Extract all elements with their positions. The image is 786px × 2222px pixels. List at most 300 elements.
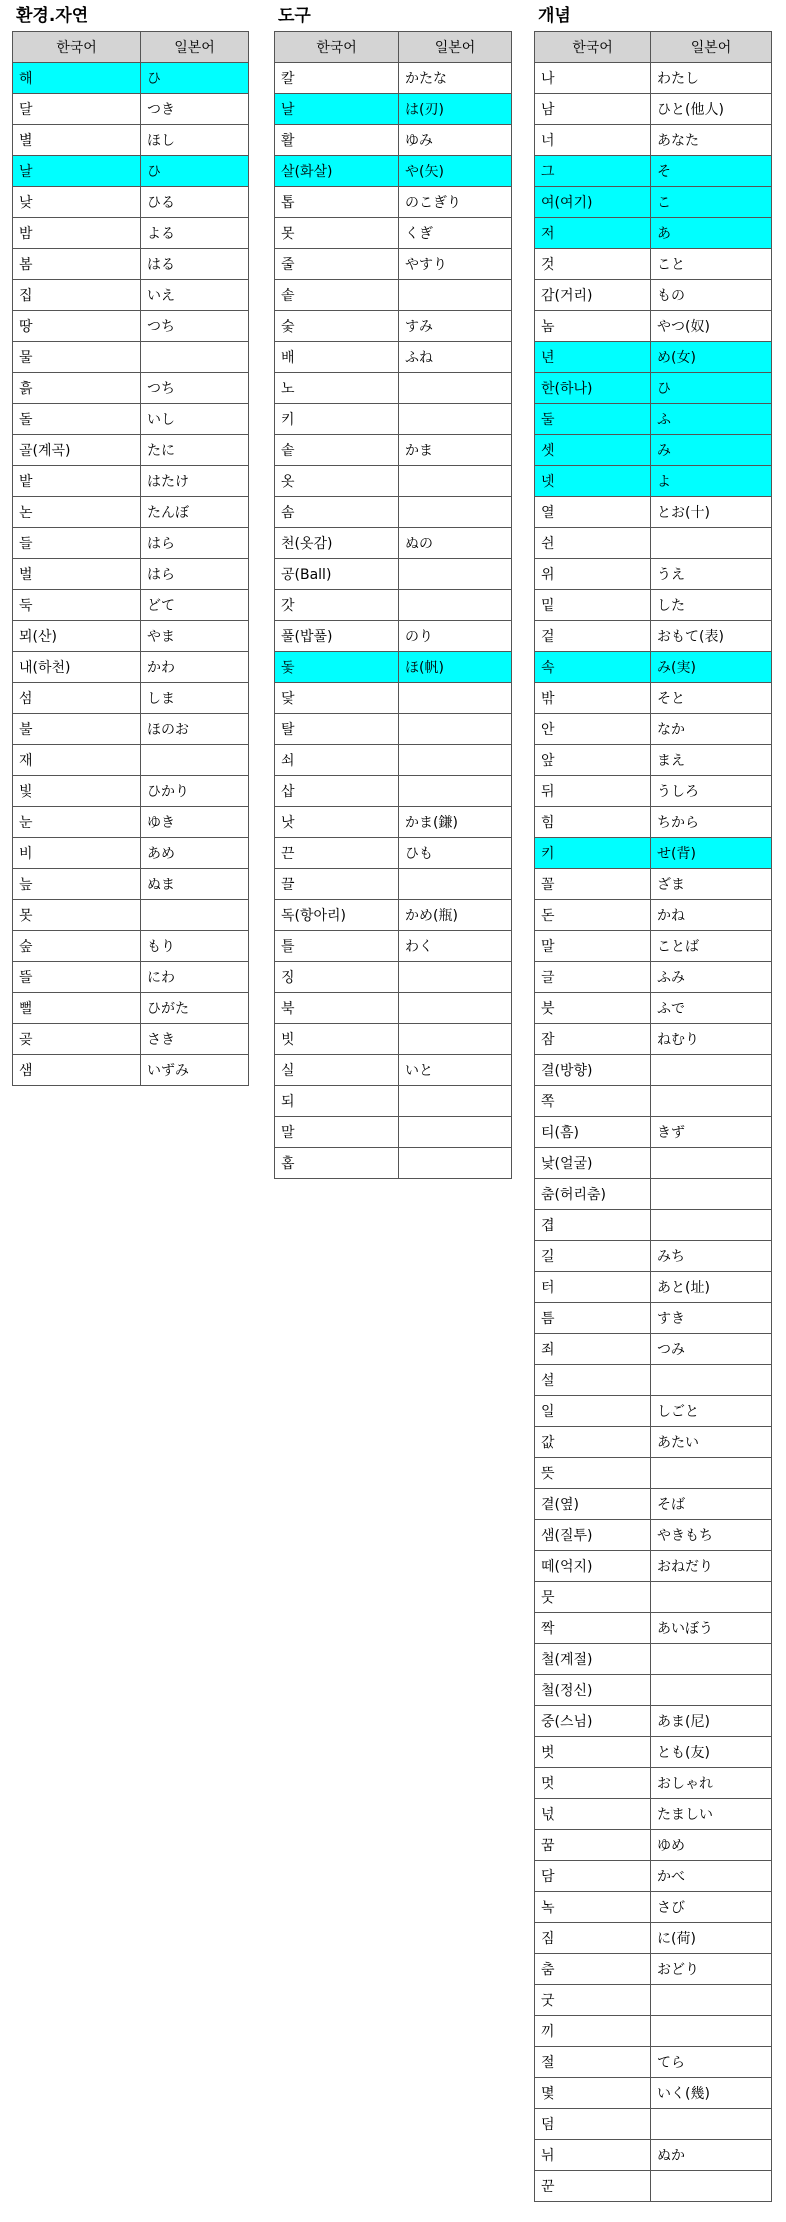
korean-cell: 꾼 (535, 2171, 651, 2202)
korean-cell: 글 (535, 962, 651, 993)
korean-cell: 철(정신) (535, 1675, 651, 1706)
japanese-cell: もり (141, 931, 249, 962)
japanese-cell (399, 1086, 512, 1117)
japanese-cell: かめ(瓶) (399, 900, 512, 931)
korean-cell: 앞 (535, 745, 651, 776)
table-row (535, 1551, 772, 1582)
table-row (13, 993, 249, 1024)
japanese-cell: のり (399, 621, 512, 652)
table-row (275, 218, 512, 249)
korean-cell: 뜻 (535, 1458, 651, 1489)
korean-cell: 논 (13, 497, 141, 528)
korean-cell: 숲 (13, 931, 141, 962)
japanese-cell: ひかり (141, 776, 249, 807)
korean-cell: 여(여기) (535, 187, 651, 218)
table-row (13, 94, 249, 125)
japanese-cell: ゆめ (651, 1830, 772, 1861)
korean-cell: 틈 (535, 1303, 651, 1334)
japanese-cell: ひ (141, 63, 249, 94)
japanese-cell: ぬの (399, 528, 512, 559)
korean-cell: 키 (535, 838, 651, 869)
japanese-cell: ふみ (651, 962, 772, 993)
japanese-cell: やま (141, 621, 249, 652)
table-row (275, 249, 512, 280)
korean-cell: 뭇 (535, 1582, 651, 1613)
table-row (13, 838, 249, 869)
table-row (535, 621, 772, 652)
vocab-table (12, 31, 249, 1086)
table-row (275, 528, 512, 559)
korean-cell: 끌 (275, 869, 399, 900)
korean-cell: 절 (535, 2047, 651, 2078)
table-row (535, 342, 772, 373)
japanese-cell (399, 1148, 512, 1179)
korean-cell: 못 (13, 900, 141, 931)
korean-cell: 낯(얼굴) (535, 1148, 651, 1179)
table-row (535, 652, 772, 683)
korean-cell: 북 (275, 993, 399, 1024)
korean-cell: 솥 (275, 280, 399, 311)
japanese-cell: やつ(奴) (651, 311, 772, 342)
korean-cell: 불 (13, 714, 141, 745)
japanese-cell: め(女) (651, 342, 772, 373)
japanese-cell (399, 993, 512, 1024)
japanese-cell (651, 2171, 772, 2202)
japanese-cell: あたい (651, 1427, 772, 1458)
korean-cell: 짐 (535, 1923, 651, 1954)
japanese-cell (651, 1458, 772, 1489)
section-title: 개념 (538, 6, 571, 26)
header-korean: 한국어 (535, 32, 651, 63)
japanese-cell: まえ (651, 745, 772, 776)
korean-cell: 잠 (535, 1024, 651, 1055)
table-row (535, 776, 772, 807)
japanese-cell: あなた (651, 125, 772, 156)
korean-cell: 것 (535, 249, 651, 280)
japanese-cell (651, 1644, 772, 1675)
table-row (535, 280, 772, 311)
japanese-cell: ひ (651, 373, 772, 404)
japanese-cell (399, 776, 512, 807)
korean-cell: 땅 (13, 311, 141, 342)
japanese-cell: うしろ (651, 776, 772, 807)
korean-cell: 섬 (13, 683, 141, 714)
table-row (13, 559, 249, 590)
header-japanese: 일본어 (651, 32, 772, 63)
japanese-cell: ひと(他人) (651, 94, 772, 125)
vocab-table (274, 31, 512, 1179)
table-row (535, 869, 772, 900)
korean-cell: 멋 (535, 1768, 651, 1799)
table-row (13, 435, 249, 466)
japanese-cell: かたな (399, 63, 512, 94)
table-row (535, 1210, 772, 1241)
korean-cell: 실 (275, 1055, 399, 1086)
korean-cell: 샘 (13, 1055, 141, 1086)
korean-cell: 꿈 (535, 1830, 651, 1861)
korean-cell: 벌 (13, 559, 141, 590)
table-row (275, 838, 512, 869)
japanese-cell (141, 342, 249, 373)
korean-cell: 재 (13, 745, 141, 776)
korean-cell: 놈 (535, 311, 651, 342)
korean-cell: 한(하나) (535, 373, 651, 404)
korean-cell: 길 (535, 1241, 651, 1272)
japanese-cell: ほのお (141, 714, 249, 745)
table-row (275, 497, 512, 528)
korean-cell: 철(계절) (535, 1644, 651, 1675)
table-row (535, 63, 772, 94)
table-row (535, 2016, 772, 2047)
japanese-cell: はら (141, 528, 249, 559)
table-row (275, 342, 512, 373)
korean-cell: 끼 (535, 2016, 651, 2047)
korean-cell: 달 (13, 94, 141, 125)
table-row (275, 652, 512, 683)
korean-cell: 봄 (13, 249, 141, 280)
japanese-cell: おしゃれ (651, 1768, 772, 1799)
japanese-cell: かま(鎌) (399, 807, 512, 838)
table-row (535, 590, 772, 621)
korean-cell: 갓 (275, 590, 399, 621)
japanese-cell: あと(址) (651, 1272, 772, 1303)
table-row (535, 931, 772, 962)
japanese-cell (651, 1148, 772, 1179)
korean-cell: 노 (275, 373, 399, 404)
table-row (13, 869, 249, 900)
korean-cell: 위 (535, 559, 651, 590)
korean-cell: 밤 (13, 218, 141, 249)
header-row (535, 32, 772, 63)
table-row (535, 1954, 772, 1985)
vocab-table (534, 31, 772, 2202)
table-row (275, 962, 512, 993)
japanese-cell: あめ (141, 838, 249, 869)
korean-cell: 홉 (275, 1148, 399, 1179)
korean-cell: 쇠 (275, 745, 399, 776)
korean-cell: 집 (13, 280, 141, 311)
korean-cell: 낫 (275, 807, 399, 838)
table-row (13, 1055, 249, 1086)
japanese-cell: ことば (651, 931, 772, 962)
japanese-cell: や(矢) (399, 156, 512, 187)
japanese-cell: つき (141, 94, 249, 125)
korean-cell: 늪 (13, 869, 141, 900)
table-row (535, 1706, 772, 1737)
table-row (275, 776, 512, 807)
japanese-cell: たんぼ (141, 497, 249, 528)
korean-cell: 톱 (275, 187, 399, 218)
japanese-cell: いずみ (141, 1055, 249, 1086)
header-japanese: 일본어 (399, 32, 512, 63)
korean-cell: 뒤 (535, 776, 651, 807)
korean-cell: 독(항아리) (275, 900, 399, 931)
japanese-cell: どて (141, 590, 249, 621)
table-row (275, 683, 512, 714)
japanese-cell: かわ (141, 652, 249, 683)
korean-cell: 나 (535, 63, 651, 94)
korean-cell: 들 (13, 528, 141, 559)
korean-cell: 날 (13, 156, 141, 187)
table-row (535, 311, 772, 342)
header-korean: 한국어 (13, 32, 141, 63)
japanese-cell: そ (651, 156, 772, 187)
korean-cell: 낮 (13, 187, 141, 218)
korean-cell: 뫼(산) (13, 621, 141, 652)
japanese-cell: よる (141, 218, 249, 249)
korean-cell: 키 (275, 404, 399, 435)
table-row (13, 156, 249, 187)
japanese-cell: ふで (651, 993, 772, 1024)
korean-cell: 밭 (13, 466, 141, 497)
table-row (535, 1830, 772, 1861)
japanese-cell (651, 1365, 772, 1396)
korean-cell: 붓 (535, 993, 651, 1024)
korean-cell: 담 (535, 1861, 651, 1892)
korean-cell: 몇 (535, 2078, 651, 2109)
table-row (535, 1768, 772, 1799)
table-row (13, 590, 249, 621)
table-row (535, 187, 772, 218)
japanese-cell: しごと (651, 1396, 772, 1427)
table-row (535, 1520, 772, 1551)
korean-cell: 풀(밥풀) (275, 621, 399, 652)
table-row (275, 125, 512, 156)
japanese-cell: かね (651, 900, 772, 931)
japanese-cell: すみ (399, 311, 512, 342)
japanese-cell: くぎ (399, 218, 512, 249)
table-row (275, 621, 512, 652)
korean-cell: 칼 (275, 63, 399, 94)
japanese-cell: きず (651, 1117, 772, 1148)
korean-cell: 겹 (535, 1210, 651, 1241)
japanese-cell (399, 280, 512, 311)
korean-cell: 겉 (535, 621, 651, 652)
korean-cell: 쉰 (535, 528, 651, 559)
table-row (535, 2047, 772, 2078)
table-row (535, 1117, 772, 1148)
japanese-cell (399, 745, 512, 776)
korean-cell: 비 (13, 838, 141, 869)
korean-cell: 말 (275, 1117, 399, 1148)
korean-cell: 값 (535, 1427, 651, 1458)
japanese-cell: にわ (141, 962, 249, 993)
korean-cell: 곶 (13, 1024, 141, 1055)
table-row (535, 2078, 772, 2109)
table-row (275, 1148, 512, 1179)
japanese-cell (651, 1086, 772, 1117)
table-row (535, 435, 772, 466)
japanese-cell: はら (141, 559, 249, 590)
table-row (535, 1489, 772, 1520)
table-row (275, 280, 512, 311)
japanese-cell: てら (651, 2047, 772, 2078)
korean-cell: 속 (535, 652, 651, 683)
japanese-cell: おどり (651, 1954, 772, 1985)
table-row (13, 497, 249, 528)
japanese-cell (651, 1582, 772, 1613)
korean-cell: 공(Ball) (275, 559, 399, 590)
table-row (275, 1055, 512, 1086)
table-row (13, 373, 249, 404)
table-row (535, 1737, 772, 1768)
japanese-cell (141, 745, 249, 776)
table-row (535, 1985, 772, 2016)
table-row (13, 342, 249, 373)
korean-cell: 뜰 (13, 962, 141, 993)
korean-cell: 짝 (535, 1613, 651, 1644)
korean-cell: 배 (275, 342, 399, 373)
table-row (535, 993, 772, 1024)
korean-cell: 티(흠) (535, 1117, 651, 1148)
korean-cell: 말 (535, 931, 651, 962)
japanese-cell (399, 1024, 512, 1055)
japanese-cell: ちから (651, 807, 772, 838)
table-row (535, 94, 772, 125)
table-row (535, 838, 772, 869)
korean-cell: 춤 (535, 1954, 651, 1985)
korean-cell: 탈 (275, 714, 399, 745)
korean-cell: 년 (535, 342, 651, 373)
table-row (535, 218, 772, 249)
table-row (275, 435, 512, 466)
table-row (13, 807, 249, 838)
korean-cell: 열 (535, 497, 651, 528)
table-row (535, 1303, 772, 1334)
table-row (275, 559, 512, 590)
korean-cell: 떼(억지) (535, 1551, 651, 1582)
korean-cell: 삽 (275, 776, 399, 807)
japanese-cell (399, 1117, 512, 1148)
korean-cell: 골(계곡) (13, 435, 141, 466)
japanese-cell (141, 900, 249, 931)
japanese-cell (651, 1179, 772, 1210)
japanese-cell: み(実) (651, 652, 772, 683)
japanese-cell: たに (141, 435, 249, 466)
japanese-cell: に(荷) (651, 1923, 772, 1954)
table-row (535, 745, 772, 776)
japanese-cell: は(刃) (399, 94, 512, 125)
table-row (535, 1458, 772, 1489)
section-concepts (534, 6, 772, 2202)
table-row (535, 1923, 772, 1954)
table-row (275, 590, 512, 621)
table-row (535, 807, 772, 838)
japanese-cell (399, 714, 512, 745)
header-row (13, 32, 249, 63)
korean-cell: 닻 (275, 683, 399, 714)
japanese-cell: わく (399, 931, 512, 962)
korean-cell: 셋 (535, 435, 651, 466)
japanese-cell (651, 2016, 772, 2047)
section-title: 환경.자연 (16, 6, 89, 26)
table-row (535, 683, 772, 714)
japanese-cell: みち (651, 1241, 772, 1272)
japanese-cell (399, 404, 512, 435)
table-row (275, 869, 512, 900)
table-row (13, 683, 249, 714)
korean-cell: 너 (535, 125, 651, 156)
japanese-cell: あま(尼) (651, 1706, 772, 1737)
korean-cell: 날 (275, 94, 399, 125)
japanese-cell: ひ (141, 156, 249, 187)
table-row (13, 776, 249, 807)
table-row (275, 900, 512, 931)
japanese-cell: いと (399, 1055, 512, 1086)
japanese-cell: ぬか (651, 2140, 772, 2171)
japanese-cell: ゆみ (399, 125, 512, 156)
japanese-cell: そと (651, 683, 772, 714)
table-row (13, 621, 249, 652)
korean-cell: 꼴 (535, 869, 651, 900)
table-row (535, 1799, 772, 1830)
korean-cell: 감(거리) (535, 280, 651, 311)
japanese-cell: とお(十) (651, 497, 772, 528)
korean-cell: 못 (275, 218, 399, 249)
korean-cell: 돈 (535, 900, 651, 931)
table-row (535, 156, 772, 187)
table-row (535, 1396, 772, 1427)
japanese-cell: すき (651, 1303, 772, 1334)
table-row (13, 714, 249, 745)
korean-cell: 흙 (13, 373, 141, 404)
japanese-cell (399, 590, 512, 621)
korean-cell: 되 (275, 1086, 399, 1117)
japanese-cell: つち (141, 373, 249, 404)
japanese-cell: さき (141, 1024, 249, 1055)
japanese-cell: した (651, 590, 772, 621)
korean-cell: 굿 (535, 1985, 651, 2016)
table-row (535, 125, 772, 156)
korean-cell: 설 (535, 1365, 651, 1396)
korean-cell: 내(하천) (13, 652, 141, 683)
korean-cell: 넷 (535, 466, 651, 497)
japanese-cell: ひる (141, 187, 249, 218)
japanese-cell: あ (651, 218, 772, 249)
japanese-cell: せ(背) (651, 838, 772, 869)
table-row (535, 1272, 772, 1303)
section-nature (12, 6, 249, 1086)
table-row (13, 280, 249, 311)
table-row (535, 559, 772, 590)
korean-cell: 물 (13, 342, 141, 373)
korean-cell: 옷 (275, 466, 399, 497)
table-row (275, 807, 512, 838)
table-row (275, 94, 512, 125)
japanese-cell: ふね (399, 342, 512, 373)
japanese-cell: ひも (399, 838, 512, 869)
table-row (535, 1582, 772, 1613)
table-row (535, 1675, 772, 1706)
table-row (535, 1334, 772, 1365)
japanese-cell: ひがた (141, 993, 249, 1024)
table-row (535, 1055, 772, 1086)
table-row (535, 1179, 772, 1210)
table-row (13, 63, 249, 94)
japanese-cell (651, 1210, 772, 1241)
japanese-cell: ゆき (141, 807, 249, 838)
korean-cell: 둘 (535, 404, 651, 435)
korean-cell: 덤 (535, 2109, 651, 2140)
table-row (13, 311, 249, 342)
table-row (275, 745, 512, 776)
japanese-cell: ねむり (651, 1024, 772, 1055)
japanese-cell (399, 497, 512, 528)
table-row (13, 218, 249, 249)
japanese-cell: やきもち (651, 1520, 772, 1551)
table-row (535, 962, 772, 993)
table-row (275, 714, 512, 745)
